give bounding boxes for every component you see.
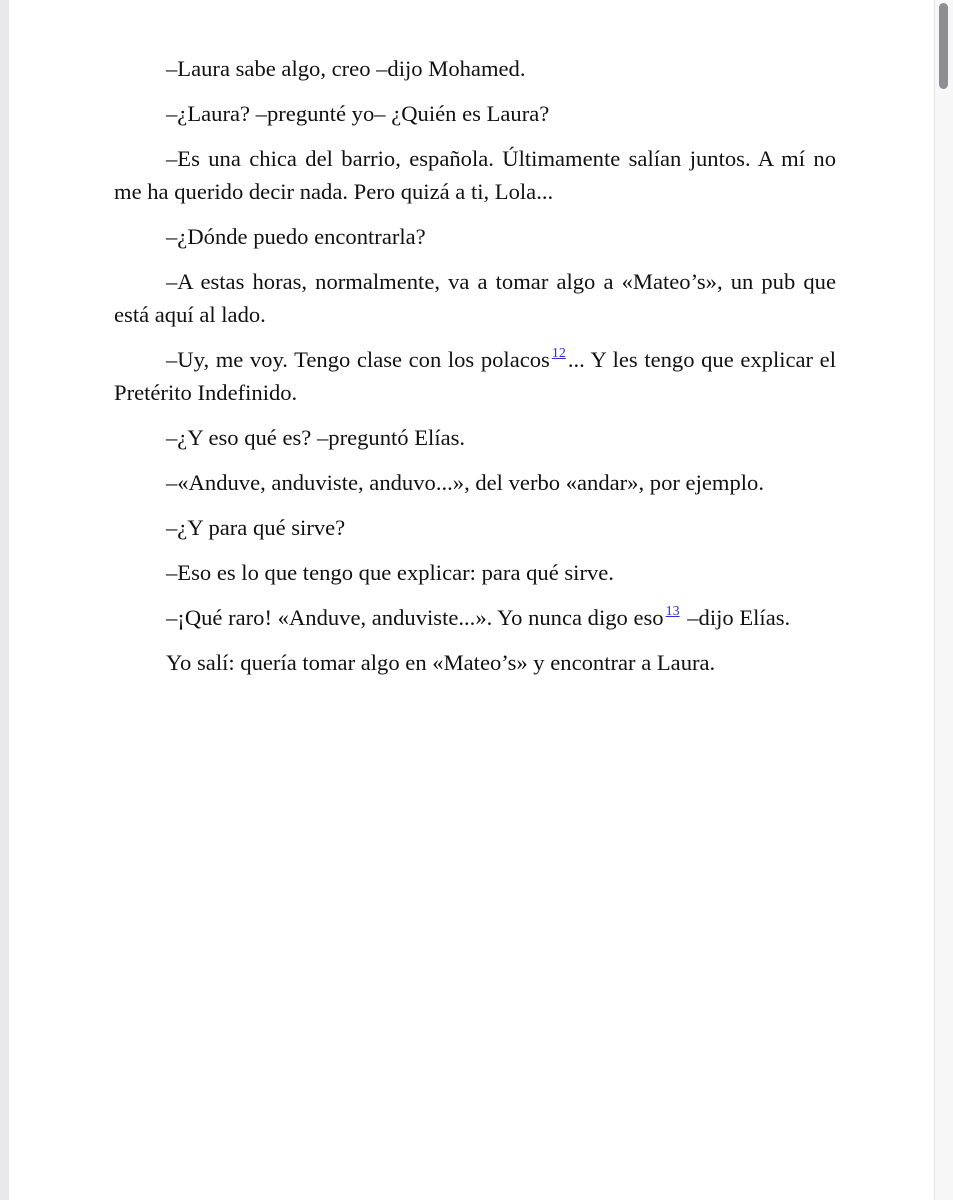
paragraph-text: –dijo Elías. [681,605,791,630]
paragraph-text: –¡Qué raro! «Anduve, anduviste...». Yo nunca digo eso [166,605,664,630]
paragraph: –Eso es lo que tengo que explicar: para qué sirve. [166,560,614,585]
paragraph: –¿Y eso qué es? –preguntó Elías. [166,425,466,450]
vertical-scrollbar[interactable] [934,0,953,1200]
paragraph: –¿Dónde puedo encontrarla? [166,224,426,249]
paragraph: –¿Y para qué sirve? [166,515,346,540]
page [9,0,935,1200]
paragraph: –«Anduve, anduviste, anduvo...», del verbo «andar», por ejemplo. [166,470,764,495]
paragraph: –¿Laura? –pregunté yo– ¿Quién es Laura? [166,101,550,126]
paragraph: –Laura sabe algo, creo –dijo Mohamed. [166,56,526,81]
paragraph-text: –Uy, me voy. Tengo clase con los polacos [166,347,550,372]
footnote-link-13[interactable]: 13 [665,604,680,619]
paragraph: –Es una chica del barrio, española. Últimamente salían juntos. A mí no me ha querido decir nada. Pero quizá a ti, Lola... [114,146,836,204]
paragraph [114,601,836,634]
page-content [114,52,836,691]
paragraph: Yo salí: quería tomar algo en «Mateo’s» y encontrar a Laura. [166,650,716,675]
paragraph: –A estas horas, normalmente, va a tomar algo a «Mateo’s», un pub que está aquí al lado. [114,269,836,327]
footnote-link-12[interactable]: 12 [551,346,566,361]
paragraph [114,343,836,409]
scrollbar-thumb[interactable] [939,3,948,89]
paragraph-text: ... Y les tengo que explicar el Pretérito Indefinido. [114,347,836,405]
